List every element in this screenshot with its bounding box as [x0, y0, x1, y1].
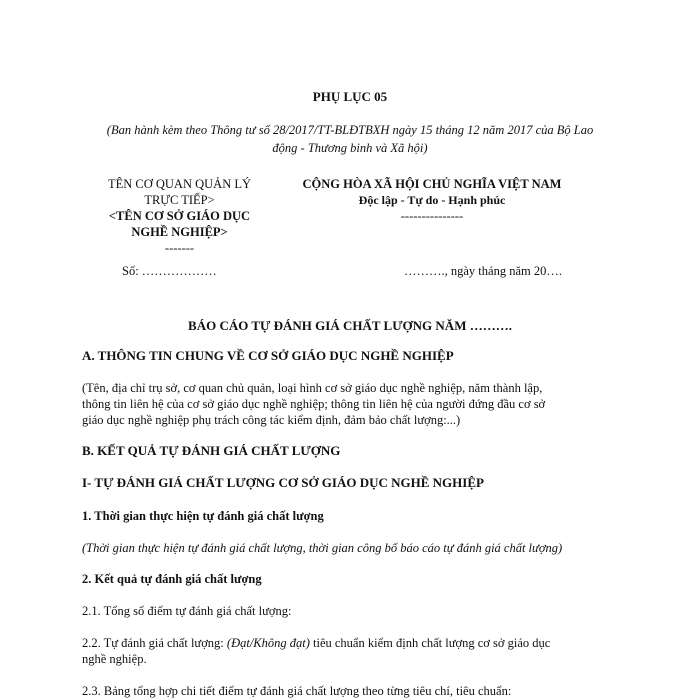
agency-name-line-1: TÊN CƠ QUAN QUẢN LÝ [107, 177, 252, 191]
item-2-2 [82, 635, 618, 667]
national-motto: Độc lập - Tự do - Hạnh phúc [358, 193, 506, 207]
left-header-separator: ------- [164, 241, 195, 255]
section-b-heading: B. KẾT QUẢ TỰ ĐÁNH GIÁ CHẤT LƯỢNG [82, 443, 341, 458]
section-a-paragraph [82, 380, 618, 428]
country-name: CỘNG HÒA XÃ HỘI CHỦ NGHĨA VIỆT NAM [302, 177, 562, 191]
item-2-2-prefix: 2.2. Tự đánh giá chất lượng: [82, 636, 227, 650]
item-2-1: 2.1. Tổng số điểm tự đánh giá chất lượng: [82, 604, 292, 618]
item-1-note: (Thời gian thực hiện tự đánh giá chất lượng, thời gian công bố báo cáo tự đánh giá chất lượng) [82, 541, 563, 555]
item-2-2-line-1 [82, 635, 618, 651]
appendix-title: PHỤ LỤC 05 [312, 89, 388, 104]
section-a-line-2: thông tin liên hệ của cơ sở giáo dục nghề nghiệp; thông tin liên hệ của người đứng đầu cơ sở [82, 397, 546, 411]
section-a-line-1: (Tên, địa chỉ trụ sở, cơ quan chủ quản, loại hình cơ sở giáo dục nghề nghiệp, năm thành lập, [82, 381, 543, 395]
document-page [82, 0, 618, 700]
issuing-agency-block [82, 176, 277, 256]
school-name-line-1: <TÊN CƠ SỞ GIÁO DỤC [108, 209, 251, 223]
issued-note-line-2: động - Thương binh và Xã hội) [272, 141, 428, 155]
item-2-2-choice: (Đạt/Không đạt) [226, 636, 310, 650]
document-number: Số: ……………… [122, 264, 217, 278]
item-2-2-line-2: nghề nghiệp. [82, 652, 147, 666]
report-title: BÁO CÁO TỰ ĐÁNH GIÁ CHẤT LƯỢNG NĂM ………. [188, 318, 512, 333]
section-a-line-3: giáo dục nghề nghiệp phụ trách công tác kiểm định, đảm bảo chất lượng:...) [82, 413, 461, 427]
agency-name-line-2: TRỰC TIẾP> [144, 193, 215, 207]
section-a-heading: A. THÔNG TIN CHUNG VỀ CƠ SỞ GIÁO DỤC NGHỀ NGHIỆP [82, 348, 454, 363]
item-1-heading: 1. Thời gian thực hiện tự đánh giá chất lượng [82, 509, 324, 523]
right-header-separator: --------------- [400, 209, 464, 223]
section-i-heading: I- TỰ ĐÁNH GIÁ CHẤT LƯỢNG CƠ SỞ GIÁO DỤC NGHỀ NGHIỆP [82, 475, 484, 490]
issued-note [82, 121, 618, 157]
item-2-3: 2.3. Bảng tổng hợp chi tiết điểm tự đánh giá chất lượng theo từng tiêu chí, tiêu chuẩn: [82, 684, 512, 698]
school-name-line-2: NGHỀ NGHIỆP> [131, 225, 228, 239]
item-2-2-suffix: tiêu chuẩn kiểm định chất lượng cơ sở giáo dục [309, 636, 551, 650]
document-date: ………., ngày tháng năm 20…. [404, 264, 562, 278]
issued-note-line-1: (Ban hành kèm theo Thông tư số 28/2017/TT-BLĐTBXH ngày 15 tháng 12 năm 2017 của Bộ Lao [106, 123, 594, 137]
national-header-block [282, 176, 582, 224]
item-2-heading: 2. Kết quả tự đánh giá chất lượng [82, 572, 262, 586]
